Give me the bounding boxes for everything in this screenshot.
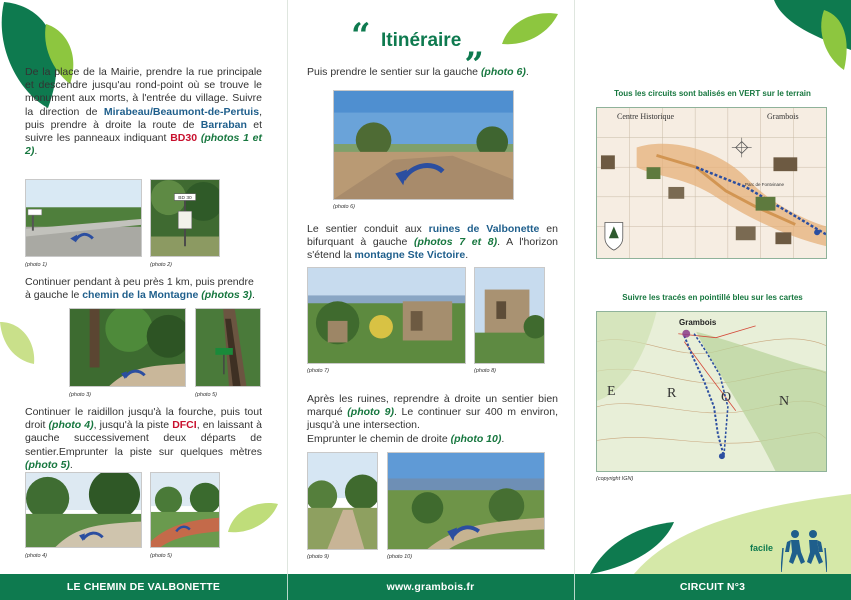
p3-photo-ref-4: (photo 4)	[48, 419, 94, 432]
p3-photo-ref-5: (photo 5)	[25, 458, 70, 471]
map2-label-grambois: Grambois	[679, 318, 717, 327]
photo-9	[307, 452, 378, 550]
footer-circuit-number: CIRCUIT N°3	[679, 581, 746, 593]
map2-letter-n: N	[779, 394, 790, 409]
signpost-label: BD 30	[178, 195, 192, 202]
mp2-photo-ref: (photos 7 et 8)	[414, 236, 498, 249]
itinerary-title: Itinéraire	[381, 30, 462, 51]
mp3-photo-ref-9: (photo 9)	[347, 406, 394, 419]
intro-barraban: Barraban	[200, 118, 247, 131]
mp2-ste-victoire: montagne Ste Victoire	[354, 249, 466, 262]
map2-title: Suivre les tracés en pointillé bleu sur les cartes	[622, 293, 803, 302]
map1-title: Tous les circuits sont balisés en VERT sur le terrain	[614, 89, 811, 98]
intro-period: .	[34, 145, 38, 158]
caption-photo-1: (photo 1)	[25, 262, 48, 268]
photo-6	[333, 90, 514, 200]
map2-letter-r: R	[667, 386, 677, 401]
quote-open: “	[351, 16, 371, 56]
intro-photo-ref: (photos 1 et 2)	[25, 132, 263, 158]
photo-1	[25, 179, 142, 257]
p2-text-1: Continuer pendant à peu près 1 km, puis prendre à gauche le	[25, 276, 254, 302]
intro-text-3: et suivre les panneaux indiquant	[25, 118, 262, 145]
panel-left	[0, 0, 287, 574]
leaf-decoration-bottom-right	[226, 500, 280, 534]
hikers-icon	[781, 528, 827, 574]
mp1-text: Puis prendre le sentier sur la gauche	[307, 66, 481, 78]
p3-text-1: Continuer le raidillon jusqu'à la fourche, puis tout droit	[25, 406, 262, 432]
mp3-text-1: Après les ruines, reprendre à droite un sentier bien marqué	[307, 393, 558, 419]
mp3-text-2: . Le continuer sur 400 m environ, jusqu'à une intersection.	[307, 406, 558, 432]
photo-7	[307, 267, 466, 364]
p3-text-2: , jusqu'à la piste	[93, 419, 173, 432]
mp3-period: .	[501, 432, 505, 445]
map1-label-parc: Parc de Fontvinane	[745, 182, 785, 187]
intro-mirabeau: Mirabeau/Beaumont-de-Pertuis	[103, 105, 260, 118]
photo-8	[474, 267, 545, 364]
paragraph-3	[25, 406, 262, 472]
p3-period: .	[69, 458, 73, 471]
mid-paragraph-1	[307, 66, 557, 79]
map2-letter-o: O	[721, 390, 732, 405]
leaf-decoration-left-mid	[0, 318, 38, 368]
mp2-text-1: Le sentier conduit aux	[307, 223, 429, 235]
intro-paragraph	[25, 66, 262, 158]
map1-label-grambois: Grambois	[767, 112, 799, 121]
p2-chemin-montagne: chemin de la Montagne	[82, 289, 199, 302]
difficulty-label: facile	[750, 543, 774, 553]
p3-text-3: , en laissant à gauche successivement deux départs de sentier.Emprunter la piste sur quelques mètres	[25, 419, 262, 458]
mp2-text-2: en bifurquant à gauche	[307, 223, 558, 249]
p3-dfci: DFCI	[172, 419, 197, 432]
panel-middle	[287, 0, 574, 574]
mp3-text-3: Emprunter le chemin de droite	[307, 432, 451, 445]
intro-text-1: De la place de la Mairie, prendre la rue principale et descendre jusqu'au rond-point où se trouve le monument aux morts, à l'entrée du village. Suivre la direction de	[25, 66, 262, 118]
intro-bd30: BD30	[170, 132, 198, 145]
caption-photo-4: (photo 4)	[25, 553, 48, 559]
mid-paragraph-2	[307, 223, 558, 263]
mp2-ruines: ruines de Valbonette	[428, 223, 540, 235]
paragraph-2	[25, 276, 262, 302]
footer-bar	[0, 574, 851, 600]
mp3-photo-ref-10: (photo 10)	[450, 432, 502, 445]
footer-website-link[interactable]: www.grambois.fr	[386, 581, 475, 593]
caption-photo-3: (photo 3)	[69, 392, 92, 398]
intro-text-2: , puis prendre à droite la route de	[25, 105, 262, 131]
caption-photo-9: (photo 9)	[307, 554, 330, 560]
caption-photo-7: (photo 7)	[307, 368, 330, 374]
topographic-map	[596, 311, 827, 472]
photo-10	[387, 452, 545, 550]
leaf-decoration-top-corner	[764, 0, 851, 80]
photo-3	[69, 308, 186, 387]
caption-photo-6: (photo 6)	[333, 204, 356, 210]
caption-photo-10: (photo 10)	[387, 554, 413, 560]
mp1-photo-ref: (photo 6)	[480, 66, 526, 78]
map2-copyright: (copyright IGN)	[596, 476, 634, 482]
caption-photo-8: (photo 8)	[474, 368, 497, 374]
mp2-period: .	[465, 249, 469, 262]
title-block	[351, 16, 511, 66]
p2-period: .	[252, 289, 255, 302]
caption-photo-5a: (photo 5)	[195, 392, 218, 398]
footer-circuit-name: LE CHEMIN DE VALBONETTE	[66, 581, 221, 593]
map1-label-centre: Centre Historique	[617, 112, 675, 121]
quote-close: „	[465, 26, 485, 66]
photo-4	[25, 472, 142, 548]
photo-5-signpost	[195, 308, 261, 387]
caption-photo-2: (photo 2)	[150, 262, 173, 268]
p2-photo-ref: (photos 3)	[198, 289, 252, 302]
mp1-period: .	[525, 66, 529, 78]
mp2-text-3: . A l'horizon s'étend la	[307, 236, 558, 262]
mid-paragraph-3	[307, 393, 558, 446]
photo-2	[150, 179, 220, 257]
village-map	[596, 107, 827, 259]
map2-letter-e: E	[607, 384, 616, 399]
caption-photo-5b: (photo 5)	[150, 553, 173, 559]
photo-5	[150, 472, 220, 548]
panel-right	[574, 0, 851, 574]
